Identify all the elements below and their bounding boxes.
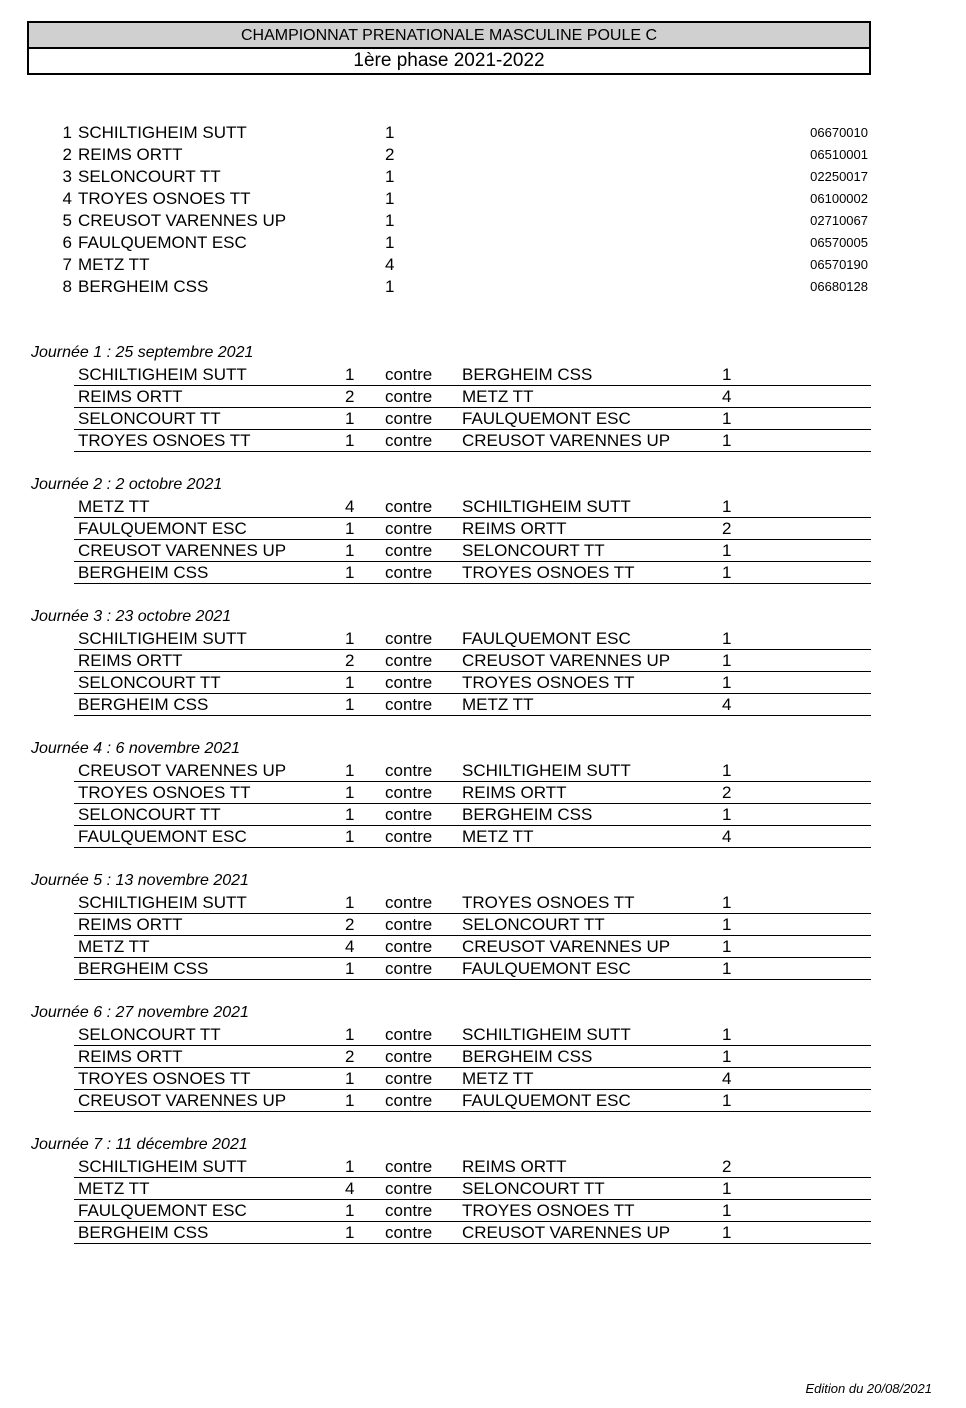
- team-code: 02250017: [810, 169, 868, 184]
- match-home-division: 4: [345, 937, 355, 956]
- match-row: [74, 892, 871, 914]
- match-row: [74, 958, 871, 980]
- match-away-division: 1: [722, 937, 732, 956]
- team-number: 6: [62, 233, 72, 252]
- rounds-schedule: [0, 342, 966, 1266]
- match-away-team: METZ TT: [462, 827, 534, 846]
- match-away-division: 4: [722, 387, 732, 406]
- match-away-team: CREUSOT VARENNES UP: [462, 651, 671, 670]
- phase-title: 1ère phase 2021-2022: [353, 50, 545, 71]
- match-row: [74, 1178, 871, 1200]
- team-name: BERGHEIM CSS: [78, 277, 209, 296]
- round-title: Journée 5 : 13 novembre 2021: [31, 872, 249, 889]
- team-row: [0, 166, 966, 188]
- match-home-division: 1: [345, 1069, 355, 1088]
- match-home-division: 1: [345, 629, 355, 648]
- match-away-team: FAULQUEMONT ESC: [462, 1091, 631, 1110]
- match-home-team: CREUSOT VARENNES UP: [78, 1091, 287, 1110]
- match-away-division: 1: [722, 1179, 732, 1198]
- match-home-division: 2: [345, 651, 355, 670]
- round-title: Journée 4 : 6 novembre 2021: [31, 740, 241, 757]
- match-row: [74, 672, 871, 694]
- match-home-team: REIMS ORTT: [78, 915, 183, 934]
- round-title: Journée 6 : 27 novembre 2021: [31, 1004, 249, 1021]
- match-home-division: 1: [345, 893, 355, 912]
- match-away-team: CREUSOT VARENNES UP: [462, 431, 671, 450]
- match-home-team: SELONCOURT TT: [78, 1025, 221, 1044]
- match-away-division: 1: [722, 629, 732, 648]
- match-home-team: CREUSOT VARENNES UP: [78, 761, 287, 780]
- match-away-team: TROYES OSNOES TT: [462, 893, 635, 912]
- match-away-division: 4: [722, 1069, 732, 1088]
- team-code: 06670010: [810, 125, 868, 140]
- match-home-team: CREUSOT VARENNES UP: [78, 541, 287, 560]
- match-home-division: 1: [345, 673, 355, 692]
- team-number: 8: [62, 277, 72, 296]
- match-versus-label: contre: [385, 695, 433, 714]
- match-home-division: 1: [345, 365, 355, 384]
- team-division: 1: [385, 211, 395, 230]
- match-versus-label: contre: [385, 827, 433, 846]
- match-away-division: 1: [722, 805, 732, 824]
- edition-date: Edition du 20/08/2021: [805, 1381, 932, 1396]
- team-name: SELONCOURT TT: [78, 167, 221, 186]
- match-home-team: REIMS ORTT: [78, 1047, 183, 1066]
- match-away-division: 1: [722, 1091, 732, 1110]
- match-away-team: TROYES OSNOES TT: [462, 673, 635, 692]
- team-code: 02710067: [810, 213, 868, 228]
- match-versus-label: contre: [385, 673, 433, 692]
- match-away-division: 2: [722, 1157, 732, 1176]
- round-title: Journée 1 : 25 septembre 2021: [31, 344, 254, 361]
- match-away-division: 1: [722, 651, 732, 670]
- round-title: Journée 7 : 11 décembre 2021: [31, 1136, 248, 1153]
- match-versus-label: contre: [385, 959, 433, 978]
- match-versus-label: contre: [385, 629, 433, 648]
- team-number: 7: [62, 255, 72, 274]
- match-home-division: 1: [345, 805, 355, 824]
- match-versus-label: contre: [385, 519, 433, 538]
- match-row: [74, 364, 871, 386]
- match-row: [74, 386, 871, 408]
- match-away-team: FAULQUEMONT ESC: [462, 409, 631, 428]
- team-number: 4: [62, 189, 72, 208]
- match-home-division: 1: [345, 959, 355, 978]
- match-home-team: REIMS ORTT: [78, 387, 183, 406]
- match-row: [74, 628, 871, 650]
- match-home-team: SELONCOURT TT: [78, 805, 221, 824]
- team-number: 3: [62, 167, 72, 186]
- match-home-division: 2: [345, 387, 355, 406]
- match-versus-label: contre: [385, 1157, 433, 1176]
- match-row: [74, 1222, 871, 1244]
- team-name: METZ TT: [78, 255, 150, 274]
- match-away-division: 1: [722, 541, 732, 560]
- match-home-division: 1: [345, 1157, 355, 1176]
- match-versus-label: contre: [385, 893, 433, 912]
- team-row: [0, 276, 966, 298]
- match-home-team: SELONCOURT TT: [78, 673, 221, 692]
- match-row: [74, 782, 871, 804]
- match-away-division: 1: [722, 497, 732, 516]
- match-home-team: METZ TT: [78, 1179, 150, 1198]
- match-away-team: BERGHEIM CSS: [462, 1047, 593, 1066]
- match-versus-label: contre: [385, 805, 433, 824]
- match-versus-label: contre: [385, 1069, 433, 1088]
- match-away-division: 1: [722, 959, 732, 978]
- match-away-division: 1: [722, 409, 732, 428]
- match-home-division: 1: [345, 695, 355, 714]
- match-row: [74, 694, 871, 716]
- match-home-team: SELONCOURT TT: [78, 409, 221, 428]
- title-box: [27, 21, 871, 75]
- match-home-division: 1: [345, 541, 355, 560]
- match-versus-label: contre: [385, 651, 433, 670]
- match-home-division: 2: [345, 915, 355, 934]
- match-versus-label: contre: [385, 1179, 433, 1198]
- match-away-team: METZ TT: [462, 1069, 534, 1088]
- match-versus-label: contre: [385, 761, 433, 780]
- match-home-team: FAULQUEMONT ESC: [78, 519, 247, 538]
- match-row: [74, 804, 871, 826]
- team-number: 5: [62, 211, 72, 230]
- match-away-division: 1: [722, 893, 732, 912]
- match-versus-label: contre: [385, 783, 433, 802]
- match-away-team: REIMS ORTT: [462, 519, 567, 538]
- match-away-team: TROYES OSNOES TT: [462, 563, 635, 582]
- match-versus-label: contre: [385, 1091, 433, 1110]
- match-home-team: FAULQUEMONT ESC: [78, 1201, 247, 1220]
- match-away-division: 2: [722, 783, 732, 802]
- match-away-team: SCHILTIGHEIM SUTT: [462, 761, 631, 780]
- team-code: 06680128: [810, 279, 868, 294]
- match-home-division: 1: [345, 1091, 355, 1110]
- match-home-team: SCHILTIGHEIM SUTT: [78, 893, 247, 912]
- match-away-division: 4: [722, 827, 732, 846]
- match-home-division: 1: [345, 431, 355, 450]
- match-home-division: 1: [345, 783, 355, 802]
- team-number: 2: [62, 145, 72, 164]
- match-away-team: SELONCOURT TT: [462, 1179, 605, 1198]
- match-row: [74, 760, 871, 782]
- match-home-team: TROYES OSNOES TT: [78, 431, 251, 450]
- round-title: Journée 2 : 2 octobre 2021: [31, 476, 223, 493]
- match-away-team: CREUSOT VARENNES UP: [462, 1223, 671, 1242]
- team-code: 06510001: [810, 147, 868, 162]
- match-away-team: SCHILTIGHEIM SUTT: [462, 1025, 631, 1044]
- match-row: [74, 408, 871, 430]
- match-away-team: CREUSOT VARENNES UP: [462, 937, 671, 956]
- team-name: TROYES OSNOES TT: [78, 189, 251, 208]
- match-away-division: 1: [722, 1047, 732, 1066]
- team-row: [0, 188, 966, 210]
- match-row: [74, 540, 871, 562]
- team-name: REIMS ORTT: [78, 145, 183, 164]
- match-home-team: BERGHEIM CSS: [78, 959, 209, 978]
- match-row: [74, 1046, 871, 1068]
- match-versus-label: contre: [385, 1025, 433, 1044]
- match-away-division: 4: [722, 695, 732, 714]
- match-versus-label: contre: [385, 937, 433, 956]
- team-row: [0, 254, 966, 276]
- match-versus-label: contre: [385, 563, 433, 582]
- match-row: [74, 1156, 871, 1178]
- team-name: SCHILTIGHEIM SUTT: [78, 123, 247, 142]
- match-away-division: 1: [722, 1223, 732, 1242]
- match-away-team: REIMS ORTT: [462, 783, 567, 802]
- team-row: [0, 232, 966, 254]
- match-away-division: 1: [722, 431, 732, 450]
- round-block: [0, 738, 966, 870]
- match-versus-label: contre: [385, 387, 433, 406]
- team-code: 06570190: [810, 257, 868, 272]
- match-versus-label: contre: [385, 1047, 433, 1066]
- team-row: [0, 144, 966, 166]
- match-row: [74, 936, 871, 958]
- match-away-division: 1: [722, 673, 732, 692]
- match-home-team: REIMS ORTT: [78, 651, 183, 670]
- match-away-division: 1: [722, 915, 732, 934]
- round-block: [0, 1002, 966, 1134]
- match-home-division: 1: [345, 563, 355, 582]
- team-name: CREUSOT VARENNES UP: [78, 211, 287, 230]
- match-home-division: 1: [345, 519, 355, 538]
- match-away-division: 1: [722, 563, 732, 582]
- match-home-division: 1: [345, 1201, 355, 1220]
- team-code: 06570005: [810, 235, 868, 250]
- match-home-team: SCHILTIGHEIM SUTT: [78, 1157, 247, 1176]
- match-away-team: SCHILTIGHEIM SUTT: [462, 497, 631, 516]
- match-home-team: FAULQUEMONT ESC: [78, 827, 247, 846]
- match-row: [74, 1090, 871, 1112]
- match-away-team: METZ TT: [462, 695, 534, 714]
- round-block: [0, 474, 966, 606]
- match-home-division: 1: [345, 1025, 355, 1044]
- team-division: 1: [385, 233, 395, 252]
- match-row: [74, 562, 871, 584]
- round-block: [0, 1134, 966, 1266]
- championship-title: CHAMPIONNAT PRENATIONALE MASCULINE POULE C: [29, 23, 869, 49]
- match-home-team: BERGHEIM CSS: [78, 1223, 209, 1242]
- match-home-team: BERGHEIM CSS: [78, 695, 209, 714]
- match-home-team: METZ TT: [78, 497, 150, 516]
- match-home-division: 4: [345, 1179, 355, 1198]
- match-home-team: TROYES OSNOES TT: [78, 1069, 251, 1088]
- match-versus-label: contre: [385, 365, 433, 384]
- round-block: [0, 342, 966, 474]
- match-row: [74, 1068, 871, 1090]
- team-row: [0, 210, 966, 232]
- match-versus-label: contre: [385, 915, 433, 934]
- match-home-division: 1: [345, 827, 355, 846]
- team-division: 1: [385, 277, 395, 296]
- round-block: [0, 606, 966, 738]
- match-row: [74, 826, 871, 848]
- team-row: [0, 122, 966, 144]
- match-home-team: SCHILTIGHEIM SUTT: [78, 629, 247, 648]
- match-versus-label: contre: [385, 1223, 433, 1242]
- match-home-division: 1: [345, 1223, 355, 1242]
- team-list: [0, 122, 966, 298]
- team-division: 4: [385, 255, 395, 274]
- match-away-team: REIMS ORTT: [462, 1157, 567, 1176]
- match-away-team: SELONCOURT TT: [462, 915, 605, 934]
- match-home-division: 1: [345, 761, 355, 780]
- team-number: 1: [62, 123, 72, 142]
- team-name: FAULQUEMONT ESC: [78, 233, 247, 252]
- team-division: 1: [385, 189, 395, 208]
- match-home-division: 4: [345, 497, 355, 516]
- match-away-division: 1: [722, 1201, 732, 1220]
- match-home-division: 1: [345, 409, 355, 428]
- match-row: [74, 1200, 871, 1222]
- match-versus-label: contre: [385, 541, 433, 560]
- match-row: [74, 518, 871, 540]
- match-row: [74, 496, 871, 518]
- match-row: [74, 1024, 871, 1046]
- match-row: [74, 650, 871, 672]
- round-block: [0, 870, 966, 1002]
- match-versus-label: contre: [385, 409, 433, 428]
- match-versus-label: contre: [385, 1201, 433, 1220]
- match-home-team: BERGHEIM CSS: [78, 563, 209, 582]
- match-away-team: BERGHEIM CSS: [462, 805, 593, 824]
- match-away-team: SELONCOURT TT: [462, 541, 605, 560]
- match-away-division: 1: [722, 1025, 732, 1044]
- match-home-team: TROYES OSNOES TT: [78, 783, 251, 802]
- match-away-team: FAULQUEMONT ESC: [462, 959, 631, 978]
- match-away-team: FAULQUEMONT ESC: [462, 629, 631, 648]
- match-away-team: METZ TT: [462, 387, 534, 406]
- match-home-team: SCHILTIGHEIM SUTT: [78, 365, 247, 384]
- match-away-team: BERGHEIM CSS: [462, 365, 593, 384]
- match-versus-label: contre: [385, 431, 433, 450]
- team-code: 06100002: [810, 191, 868, 206]
- team-division: 2: [385, 145, 395, 164]
- match-home-division: 2: [345, 1047, 355, 1066]
- round-title: Journée 3 : 23 octobre 2021: [31, 608, 232, 625]
- match-row: [74, 430, 871, 452]
- match-versus-label: contre: [385, 497, 433, 516]
- match-home-team: METZ TT: [78, 937, 150, 956]
- match-row: [74, 914, 871, 936]
- match-away-division: 1: [722, 761, 732, 780]
- match-away-division: 1: [722, 365, 732, 384]
- match-away-team: TROYES OSNOES TT: [462, 1201, 635, 1220]
- team-division: 1: [385, 167, 395, 186]
- team-division: 1: [385, 123, 395, 142]
- match-away-division: 2: [722, 519, 732, 538]
